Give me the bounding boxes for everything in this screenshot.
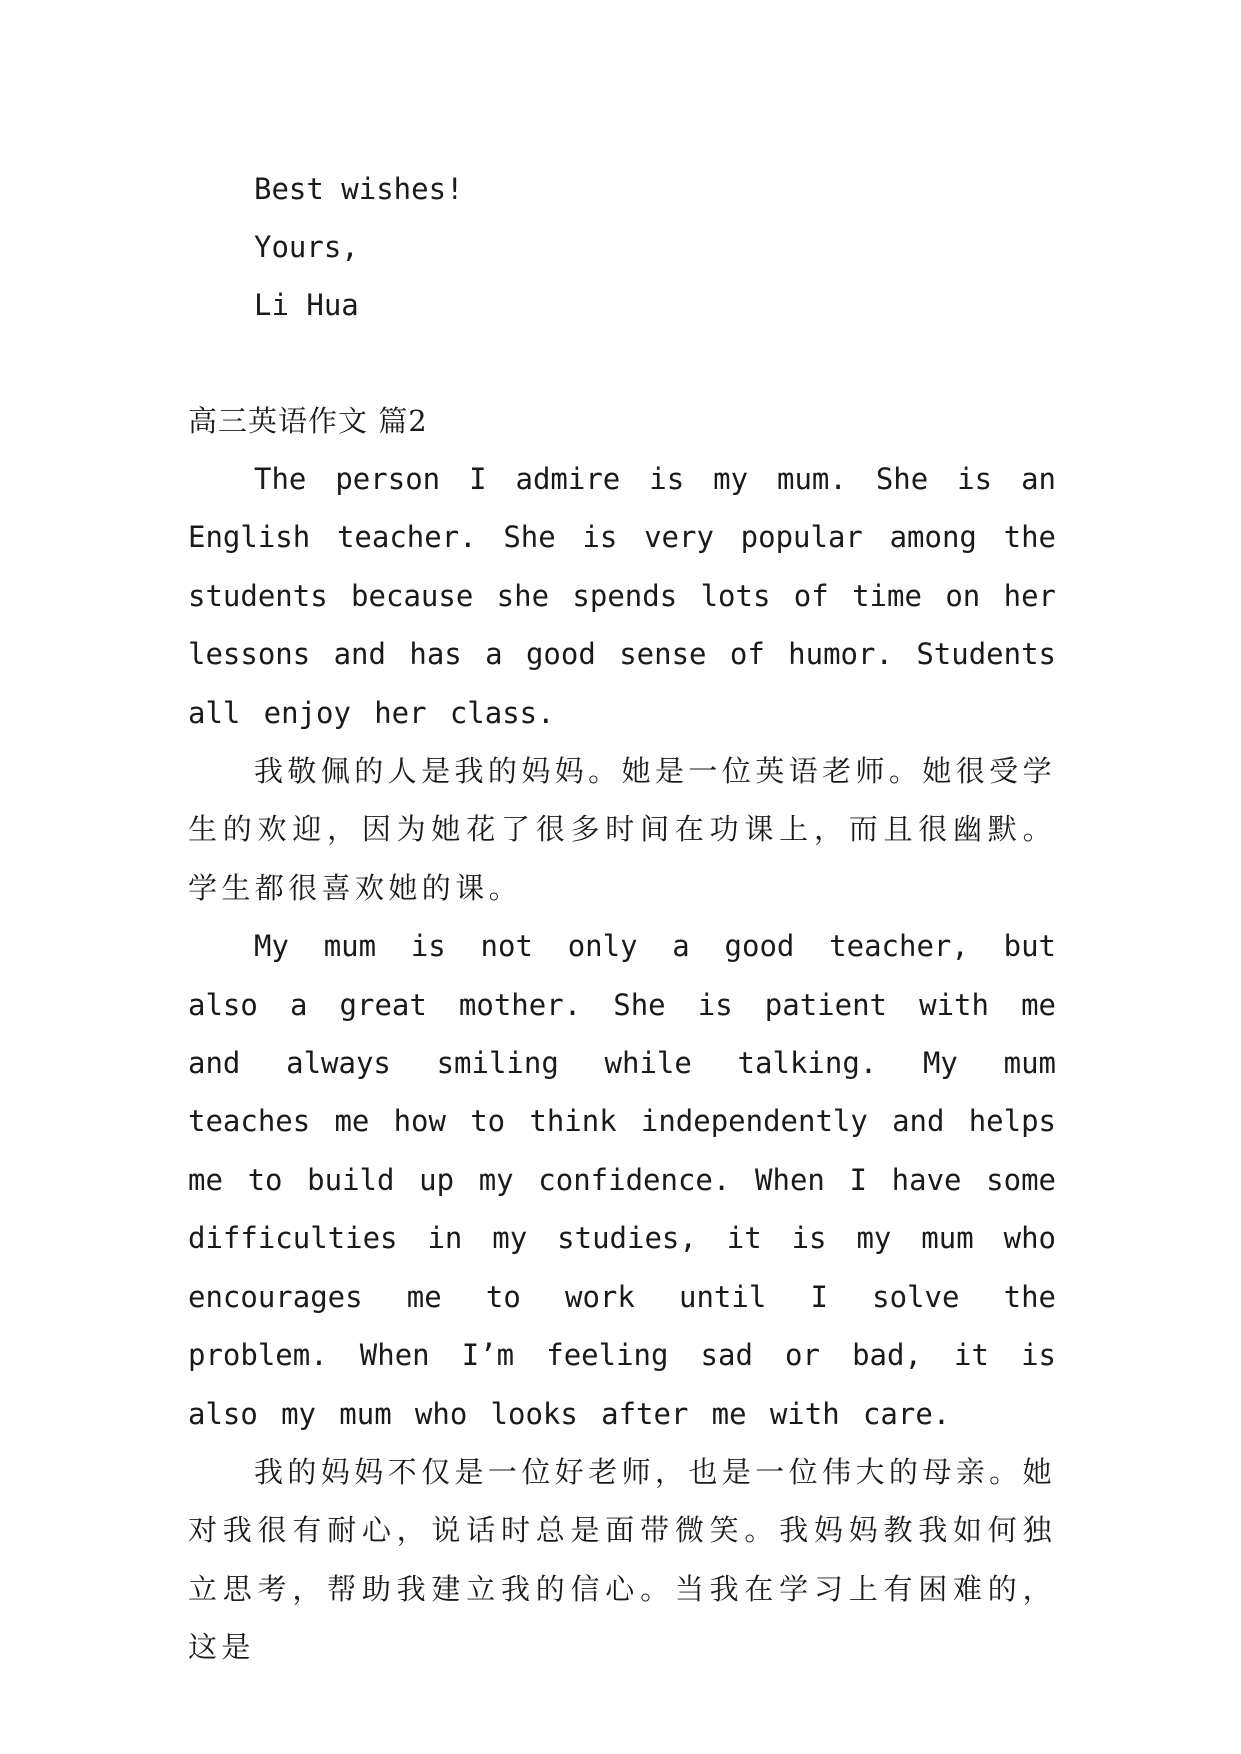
section-heading: 高三英语作文 篇2 [188, 404, 428, 438]
closing-signature-name: Li Hua [254, 288, 359, 322]
paragraph-english-1: The person I admire is my mum. She is an English teacher. She is very popular among the students because she spends lots of time on her lessons and has a good sense of humor. Students all enjoy her class. [188, 462, 1056, 730]
paragraph-english-2: My mum is not only a good teacher, but also a great mother. She is patient with me and always smiling while talking. My mum teaches me how to think independently and helps me to build up my confidence. When I have some difficulties in my studies, it is my mum who encourages me to work until I solve the problem. When I’m feeling sad or bad, it is also my mum who looks after me with care. [188, 929, 1056, 1431]
document-page [188, 160, 1056, 1677]
letter-closing [188, 160, 1056, 334]
closing-wishes: Best wishes! [254, 172, 464, 206]
closing-yours: Yours, [254, 230, 359, 264]
paragraph-chinese-1: 我敬佩的人是我的妈妈。她是一位英语老师。她很受学生的欢迎，因为她花了很多时间在功课上，而且很幽默。学生都很喜欢她的课。 [188, 754, 1056, 905]
paragraph-chinese-2: 我的妈妈不仅是一位好老师，也是一位伟大的母亲。她对我很有耐心，说话时总是面带微笑。我妈妈教我如何独立思考，帮助我建立我的信心。当我在学习上有困难的，这是 [188, 1454, 1056, 1665]
